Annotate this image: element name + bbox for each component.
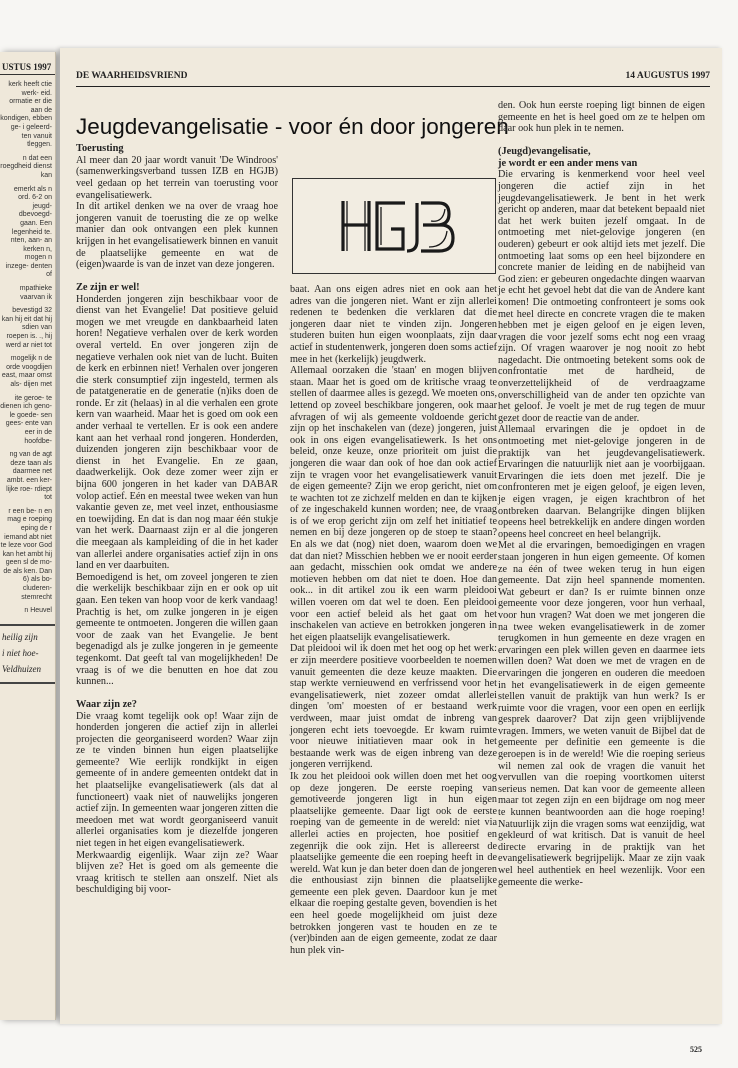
previous-page-text: r een be- n en mag e roeping eping de r iemand abt niet te leze voor God kan het ambt hij geen sl de mo- de als ken. Dan 6) als bo- cluderen- stemrecht xyxy=(0,507,52,601)
previous-page-text: bevestigd 32 kan hij eit dat hij sdien van roepen is. ., hij werd ar niet tot xyxy=(1,307,52,349)
previous-page-text: ng van de agt deze taan als daarmee net ambt. een ker- lijke roe- rdiept tot xyxy=(6,451,52,502)
previous-page-header: USTUS 1997 xyxy=(0,52,55,75)
section-heading: Toerusting xyxy=(76,143,124,154)
article-title: Jeugdevangelisatie - voor én door jongeren xyxy=(76,114,509,139)
publication-name: DE WAARHEIDSVRIEND xyxy=(76,71,188,81)
previous-page-text: ite geroe- te dienen ich geno- le goede- sen gees- ente van eer in de hoofdbe- xyxy=(0,394,52,445)
article-column-2 xyxy=(290,284,497,956)
previous-page-text: n dat een roegdheid dienst kan xyxy=(0,154,52,179)
divider xyxy=(0,624,55,626)
article-column-3 xyxy=(498,100,705,888)
previous-page-signature: i niet hoe- xyxy=(2,647,39,658)
previous-page-signature: heilig zijn xyxy=(2,631,38,642)
section-heading: Ze zijn er wel! xyxy=(76,281,140,293)
paragraph: Allemaal ervaringen die je opdoet in de ontmoeting met niet-gelovige jongeren in de praktijk van het jeugdevangelisatiewerk. Ervaringen die natuurlijk niet aan je voorbijgaan. Ervaringen die iets doen met jezelf. Die je confronteren met je eigen geloof, je eigen leven, je eigen vragen, je eigen krachtbron of het ontbreken daarvan. Belangrijke dingen blijken opeens heel betrekkelijk en andere dingen worden opeens heel concreet en heel belangrijk. xyxy=(498,424,705,540)
previous-page-text: emerkt als n ord. 6-2 on jeugd- dbevoegd- gaan. Een legenheid te. nten, aan- an kerken n, mogen n inzege- denten of xyxy=(5,185,52,279)
svg-text:HGB: HGB xyxy=(293,179,296,180)
section-heading: je wordt er een ander mens van xyxy=(498,157,638,169)
paragraph: Dat pleidooi wil ik doen met het oog op het werk: er zijn meerdere positieve voorbeelden te noemen vanuit gemeenten die deze keuze maakten. Die stap werkte vernieuwend en verfrissend voor het evangelisatiewerk, niet zozeer omdat allerlei dingen 'om' moesten of er bestaand werk verdween, maar juist omdat de inbreng van jongeren echt iets toevoegde. Er kwam ruimte voor nieuwe initiatieven maar ook in het bestaande werk was de eigen inbreng van deze jongeren verrijkend. xyxy=(290,643,497,771)
paragraph: Allemaal oorzaken die 'staan' en mogen blijven staan. Maar het is goed om de kritische vraag te stellen of daarmee alles is gezegd. We moeten ons, lettend op zoveel beschikbare jongeren, ook maar afvragen of wij als gemeente voldoende gericht zijn op het inschakelen van (deze) jongeren, juist ook in ons eigen evangelisatiewerk. Is het ons beleid, onze keuze, onze prioriteit om juist die jongeren die waar dan ook of hoe dan ook actief zijn te vragen voor het evangelisatiewerk vanuit de eigen gemeente? Zijn we erop gericht, niet om te wachten tot ze zichzelf melden en dan te kijken of ze ingeschakeld kunnen worden; nee, de vraag is of we erop gericht zijn om zelf het initiatief te nemen en bij deze jongeren op de stoep te staan? En als we dat (nog) niet doen, waarom doen we dat dan niet? Misschien hebben we er nooit eerder aan gedacht, misschien ook omdat we andere motieven hebben om dat niet te doen. Hoe dan ook... in dit artikel zou ik een warm pleidooi willen voeren om dat wel te doen. Een pleidooi voor een actief beleid als het gaat om het inschakelen van actieve en betrokken jongeren in het eigen plaatselijk evangelisatiewerk. xyxy=(290,365,497,643)
previous-page-text: kerk heeft ctie werk- eid. ormatie er die aan de kondigen, ebben ge- i geleerd- ten vanuit tleggen. xyxy=(0,81,52,149)
paragraph: Met al die ervaringen, bemoedigingen en vragen staan jongeren in hun eigen gemeente. Of komen ze na één of twee weken terug in hun eigen gemeente. Dat zijn heel spannende momenten. Wat gebeurt er dan? Is er ruimte binnen onze gemeente voor deze jongeren, voor hun verhaal, voor hun vragen? Wat doen we met jongeren die na twee weken evangelisatiewerk in de zomer terugkomen in hun gemeente en deze vragen en ervaringen een plek willen geven en daarmee iets willen doen? Wat doen we met de vragen en de ervaringen die jongeren en ouderen die meedoen in het evangelisatiewerk in de eigen gemeente stellen vanuit de praktijk van hun werk? Is er ruimte voor die vragen, voor een open en eerlijk gesprek daarover? Dat zijn geen vrijblijvende vragen. Immers, we weten vanuit de Bijbel dat de gemeente per definitie een gemeente is die geroepen is in de wereld! Wie die roeping serieus wil nemen zal ook de vragen die vanuit het vervullen van die roeping voortkomen uiterst serieus nemen. Dat kan voor de gemeente alleen maar tot zegen zijn en een bijdrage om nog meer te kunnen beantwoorden aan die hoge roeping! Natuurlijk zijn die vragen soms wat eenzijdig, wat gekleurd of wat kritisch. Dat is vanuit de heel directe ervaring in de praktijk van het evangelisatiewerk begrijpelijk. Maar ze zijn vaak wel heel authentiek en heel wezenlijk. Voor een gemeente die werke- xyxy=(498,540,705,888)
previous-page-text: mpathieke vaarvan ik xyxy=(19,285,52,301)
paragraph: Ik zou het pleidooi ook willen doen met het oog op deze jongeren. De eerste roeping van gemotiveerde jongeren ligt in hun eigen plaatselijke gemeente. Daar ligt ook de eerste roeping van de gemeente in de wereld: niet via allerlei acties en projecten, hoe positief en zegenrijk die ook zijn. Het is allereerst de plaatselijke gemeente die een roeping heeft in de wereld. Wat kun je dan beter doen dan de jongeren die enthousiast zijn binnen die plaatselijke gemeente een plek geven. Daardoor kun je met elkaar die roeping gestalte geven, bovendien is het een heel goede mogelijkheid om juist deze betrokken jongeren vast te houden en ze te (ver)binden aan de eigen gemeente, zodat ze daar hun plek vin- xyxy=(290,770,497,956)
hgjb-logo xyxy=(293,179,495,273)
magazine-page xyxy=(60,48,722,1054)
paragraph: Merkwaardig eigenlijk. Waar zijn ze? Waar blijven ze? Het is goed om als gemeente die vraag kritisch te stellen aan onszelf. Niet als beschuldiging bij voor- xyxy=(76,849,278,896)
paragraph: Die ervaring is kenmerkend voor heel veel jongeren die actief zijn in het jeugdevangelisatiewerk. Je bent in het werk gericht op anderen, maar dat betekent bepaald niet dat het werk buiten jezelf omgaat. In de ontmoeting met niet-gelovige jongeren (en ouderen) gebeurt er ook altijd iets met jezelf. Die ontmoeting laat soms op een heel bijzondere en concrete manier de leiding en de nabijheid van God zien: er gebeuren ongedachte dingen waarvan je echt het gevoel hebt dat die van de Andere kant komen! Die ontmoeting confronteert je soms ook met heel directe en concrete vragen die te maken hebben met je eigen geloof en je eigen leven, vragen die voor jezelf soms echt nog een vraag zijn. Of vragen waarover je nog nooit zo hebt nagedacht. Die ontmoeting betekent soms ook de confrontatie met de hardheid, de onverzettelijkheid of de verdraagzame onverschilligheid van de ander ten opzichte van het geloof. Je voelt je met de rug tegen de muur gezet door de reactie van de ander. xyxy=(498,169,705,424)
paragraph: Die vraag komt tegelijk ook op! Waar zijn de honderden jongeren die actief zijn in allerlei projecten die georganiseerd worden? Waar zijn ze te vinden binnen hun eigen plaatselijke gemeente? Wie eerlijk rondkijkt in eigen gemeente of in andere gemeenten ontdekt dat in het plaatselijke evangelisatiewerk (als dat al functioneert) vaak niet of nauwelijks jongeren actief zijn. In gemeenten waar jongeren zitten die meedoen met wat wordt georganiseerd vanuit allerlei organisaties kom je diezelfde jongeren niet tegen in het eigen evangelisatiewerk. xyxy=(76,710,278,850)
previous-page-edge xyxy=(0,52,56,1020)
paragraph: Bemoedigend is het, om zoveel jongeren te zien die werkelijk beschikbaar zijn en er ook op uit gaan. Een teken van hoop voor de kerk vandaag! Prachtig is het, om zulke jongeren in je eigen gemeente te ontmoeten. Jongeren die willen gaan voor de zaak van het Evangelie. Je bent begenadigd als je zulke jongeren in je gemeente tegenkomt. Dat geeft tal van mogelijkheden! De vraag is of we die benutten en hoe dat zou kunnen... xyxy=(76,571,278,688)
previous-page-signature: Veldhuizen xyxy=(2,663,41,674)
page-header xyxy=(76,71,710,87)
article-column-1 xyxy=(76,143,278,896)
previous-page-text: n Heuvel xyxy=(24,607,52,615)
publication-date: 14 AUGUSTUS 1997 xyxy=(625,71,710,81)
section-heading: (Jeugd)evangelisatie, xyxy=(498,145,591,157)
paragraph: den. Ook hun eerste roeping ligt binnen de eigen gemeente en het is heel goed om ze te helpen om daar ook hun plek in te nemen. xyxy=(498,100,705,135)
paragraph: Honderden jongeren zijn beschikbaar voor de dienst van het Evangelie! Dat positieve geluid mogen we met vreugde en dankbaarheid laten horen! Negatieve verhalen over de kerk worden overal verteld. En over jongeren zijn de negatieve verhalen ook niet van de lucht. Buiten de kerk en erbinnen niet! Verhalen over jongeren die sterk consumptief zijn ingesteld, termen als de patatgeneratie en de generatie (n)iks doen de ronde. Er zit (helaas) in al die verhalen een grote kern van waarheid. Maar het is goed om ook een ander verhaal te vertellen. Er is ook een andere kant aan het verhaal rond jongeren. Honderden, duizenden jongeren zijn beschikbaar voor de dienst in het Evangelie. En ze gaan, daadwerkelijk. Ook deze zomer weer zijn er bijna 600 jongeren in het kader van DABAR volop actief. Eén en meestal twee weken van hun vakantie geven ze, met veel inzet, enthousiasme en toewijding. En dat is dan nog maar één stukje van het werk. Daarnaast zijn er al die jongeren die meegaan als kampleiding of die in het kader van allerlei andere organisaties actief zijn in ons land en ver daarbuiten. xyxy=(76,293,278,572)
divider xyxy=(0,682,55,684)
paragraph: Al meer dan 20 jaar wordt vanuit 'De Windroos' (samenwerkingsverband tussen IZB en HGJB) veel gedaan op het terrein van toerusting voor evangelisatiewerk. xyxy=(76,154,278,201)
paragraph: baat. Aan ons eigen adres niet en ook aan het adres van die jongeren niet. Want er zijn allerlei redenen te bedenken die verklaren dat die jongeren daar niet te vinden zijn. Jongeren studeren buiten hun eigen woonplaats, zijn daar actief in studentenwerk, jongeren doen soms actief mee in het (kerkelijk) jeugdwerk. xyxy=(290,284,497,365)
hgjb-logo-box xyxy=(292,178,496,274)
paragraph: In dit artikel denken we na over de vraag hoe jongeren vanuit de toerusting die ze op welke manier dan ook ontvangen een plek kunnen krijgen in het evangelisatiewerk binnen en vanuit de plaatselijke gemeente en wat de (eigen)waarde is van de inzet van deze jongeren. xyxy=(76,201,278,271)
section-heading: Waar zijn ze? xyxy=(76,698,137,710)
previous-page-text: mogelijk n de orde voogdijen east, maar omst als- dijen met xyxy=(1,355,52,388)
page-number: 525 xyxy=(690,1045,702,1054)
